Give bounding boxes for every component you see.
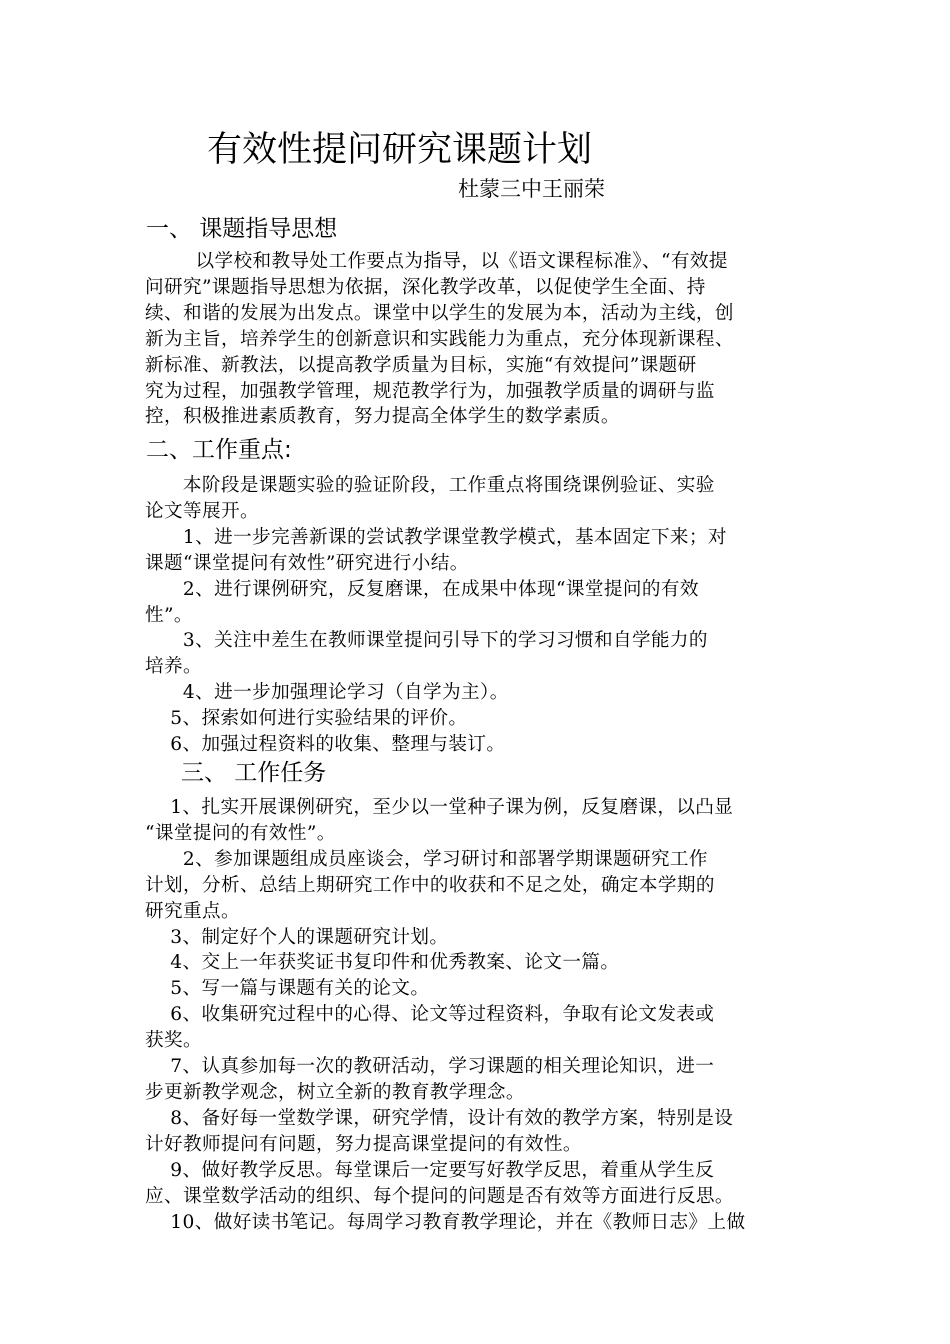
section-body-work-tasks bbox=[145, 795, 807, 1235]
text-line: 应、课堂数学活动的组织、每个提问的问题是否有效等方面进行反思。 bbox=[145, 1185, 734, 1207]
text-line: 控，积极推进素质教育，努力提高全体学生的数学素质。 bbox=[145, 406, 620, 428]
text-line: 8、备好每一堂数学课，研究学情，设计有效的教学方案，特别是设 bbox=[145, 1107, 734, 1129]
section-body-guiding-ideas bbox=[145, 249, 807, 430]
text-line: 6、加强过程资料的收集、整理与装订。 bbox=[145, 734, 506, 756]
section-heading-work-tasks: 三、 工作任务 bbox=[181, 760, 327, 786]
text-line: “课堂提问的有效性”。 bbox=[145, 822, 336, 844]
text-line: 培养。 bbox=[145, 656, 202, 678]
text-line: 9、做好教学反思。每堂课后一定要写好教学反思，着重从学生反 bbox=[145, 1159, 715, 1181]
text-line: 论文等展开。 bbox=[145, 500, 259, 522]
text-line: 5、探索如何进行实验结果的评价。 bbox=[145, 708, 468, 730]
text-line: 究为过程，加强教学管理，规范教学行为，加强教学质量的调研与监 bbox=[145, 380, 715, 402]
text-line: 4、交上一年获奖证书复印件和优秀教案、论文一篇。 bbox=[145, 952, 620, 974]
text-line: 课题“课堂提问有效性”研究进行小结。 bbox=[145, 552, 469, 574]
text-line: 2、进行课例研究，反复磨课，在成果中体现“课堂提问的有效 bbox=[145, 578, 699, 600]
text-line: 性”。 bbox=[145, 604, 193, 626]
text-line: 计好教师提问有问题，努力提高课堂提问的有效性。 bbox=[145, 1133, 582, 1155]
text-line: 2、参加课题组成员座谈会，学习研讨和部署学期课题研究工作 bbox=[145, 848, 708, 870]
text-line: 新标准、新教法，以提高教学质量为目标，实施“有效提问”课题研 bbox=[145, 354, 697, 376]
text-line: 1、扎实开展课例研究，至少以一堂种子课为例，反复磨课，以凸显 bbox=[145, 797, 734, 818]
document-title: 有效性提问研究课题计划 bbox=[207, 130, 593, 170]
text-line: 获奖。 bbox=[145, 1030, 202, 1052]
text-line: 1、进一步完善新课的尝试教学课堂教学模式，基本固定下来；对 bbox=[145, 526, 727, 548]
text-line: 以学校和教导处工作要点为指导，以《语文课程标准》、“有效提 bbox=[145, 251, 728, 272]
text-line: 步更新教学观念，树立全新的教育教学理念。 bbox=[145, 1081, 525, 1103]
text-line: 研究重点。 bbox=[145, 900, 240, 922]
text-line: 问研究”课题指导思想为依据，深化教学改革，以促使学生全面、持 bbox=[145, 276, 706, 298]
document-author: 杜蒙三中王丽荣 bbox=[458, 177, 605, 201]
text-line: 7、认真参加每一次的教研活动，学习课题的相关理论知识，进一 bbox=[145, 1056, 715, 1078]
text-line: 3、制定好个人的课题研究计划。 bbox=[145, 926, 449, 948]
section-heading-guiding-ideas: 一、 课题指导思想 bbox=[146, 216, 338, 242]
text-line: 3、关注中差生在教师课堂提问引导下的学习习惯和自学能力的 bbox=[145, 630, 708, 652]
section-body-work-focus bbox=[145, 473, 807, 758]
text-line: 5、写一篇与课题有关的论文。 bbox=[145, 978, 430, 1000]
text-line: 续、和谐的发展为出发点。课堂中以学生的发展为本，活动为主线，创 bbox=[145, 302, 734, 324]
text-line: 新为主旨，培养学生的创新意识和实践能力为重点，充分体现新课程、 bbox=[145, 328, 734, 350]
text-line: 本阶段是课题实验的验证阶段，工作重点将围绕课例验证、实验 bbox=[145, 475, 715, 496]
text-line: 4、进一步加强理论学习（自学为主）。 bbox=[145, 682, 509, 704]
text-line: 计划，分析、总结上期研究工作中的收获和不足之处，确定本学期的 bbox=[145, 874, 715, 896]
section-heading-work-focus: 二、工作重点: bbox=[146, 437, 292, 463]
text-line: 6、收集研究过程中的心得、论文等过程资料，争取有论文发表或 bbox=[145, 1004, 715, 1026]
text-line: 10、做好读书笔记。每周学习教育教学理论，并在《教师日志》上做 bbox=[145, 1211, 746, 1233]
